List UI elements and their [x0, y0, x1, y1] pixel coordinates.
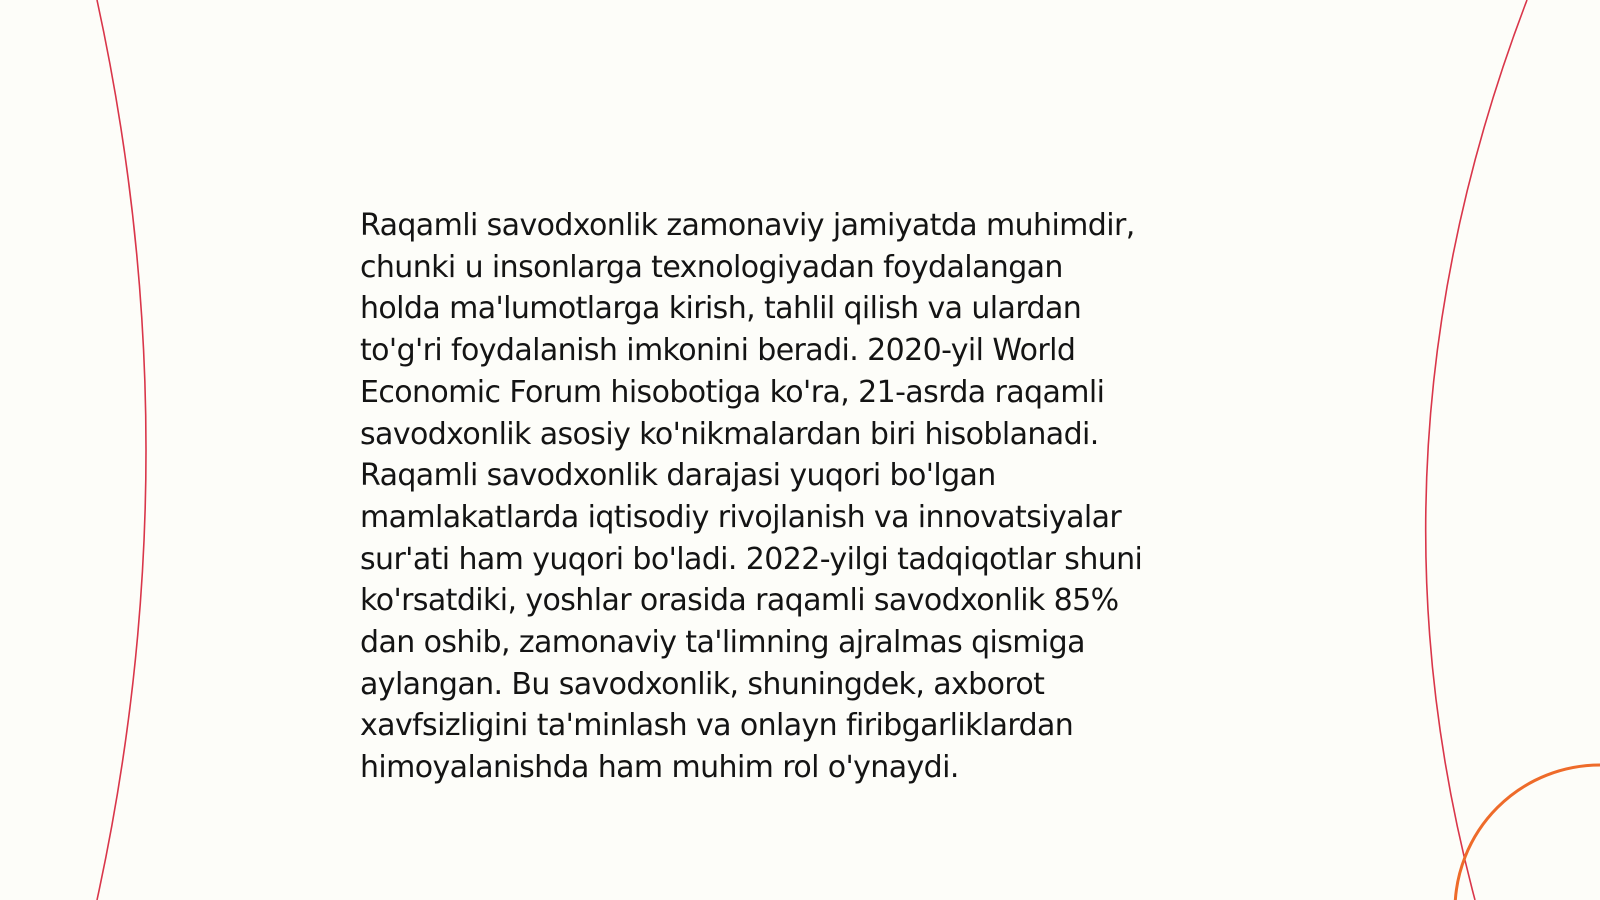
paragraph-line: chunki u insonlarga texnologiyadan foydalangan	[360, 249, 1063, 285]
paragraph-line: mamlakatlarda iqtisodiy rivojlanish va innovatsiyalar	[360, 499, 1122, 535]
paragraph-line: holda ma'lumotlarga kirish, tahlil qilish va ulardan	[360, 291, 1082, 327]
paragraph-line: savodxonlik asosiy ko'nikmalardan biri hisoblanadi.	[360, 416, 1099, 452]
paragraph-line: Raqamli savodxonlik darajasi yuqori bo'lgan	[360, 458, 996, 494]
paragraph-line: sur'ati ham yuqori bo'ladi. 2022-yilgi tadqiqotlar shuni	[360, 541, 1143, 577]
paragraph-line: himoyalanishda ham muhim rol o'ynaydi.	[360, 750, 959, 786]
paragraph-line: Raqamli savodxonlik zamonaviy jamiyatda muhimdir,	[360, 208, 1135, 243]
right-arc	[1426, 0, 1527, 900]
paragraph-line: dan oshib, zamonaviy ta'limning ajralmas qismiga	[360, 625, 1085, 661]
body-paragraph	[360, 205, 1260, 789]
paragraph-line: to'g'ri foydalanish imkonini beradi. 2020-yil World	[360, 333, 1076, 369]
paragraph-line: ko'rsatdiki, yoshlar orasida raqamli savodxonlik 85%	[360, 583, 1119, 619]
left-arc	[97, 0, 146, 900]
corner-arc	[1455, 765, 1600, 900]
paragraph-line: Economic Forum hisobotiga ko'ra, 21-asrda raqamli	[360, 374, 1105, 410]
paragraph-line: xavfsizligini ta'minlash va onlayn firibgarliklardan	[360, 708, 1074, 744]
paragraph-line: aylangan. Bu savodxonlik, shuningdek, axborot	[360, 666, 1045, 702]
